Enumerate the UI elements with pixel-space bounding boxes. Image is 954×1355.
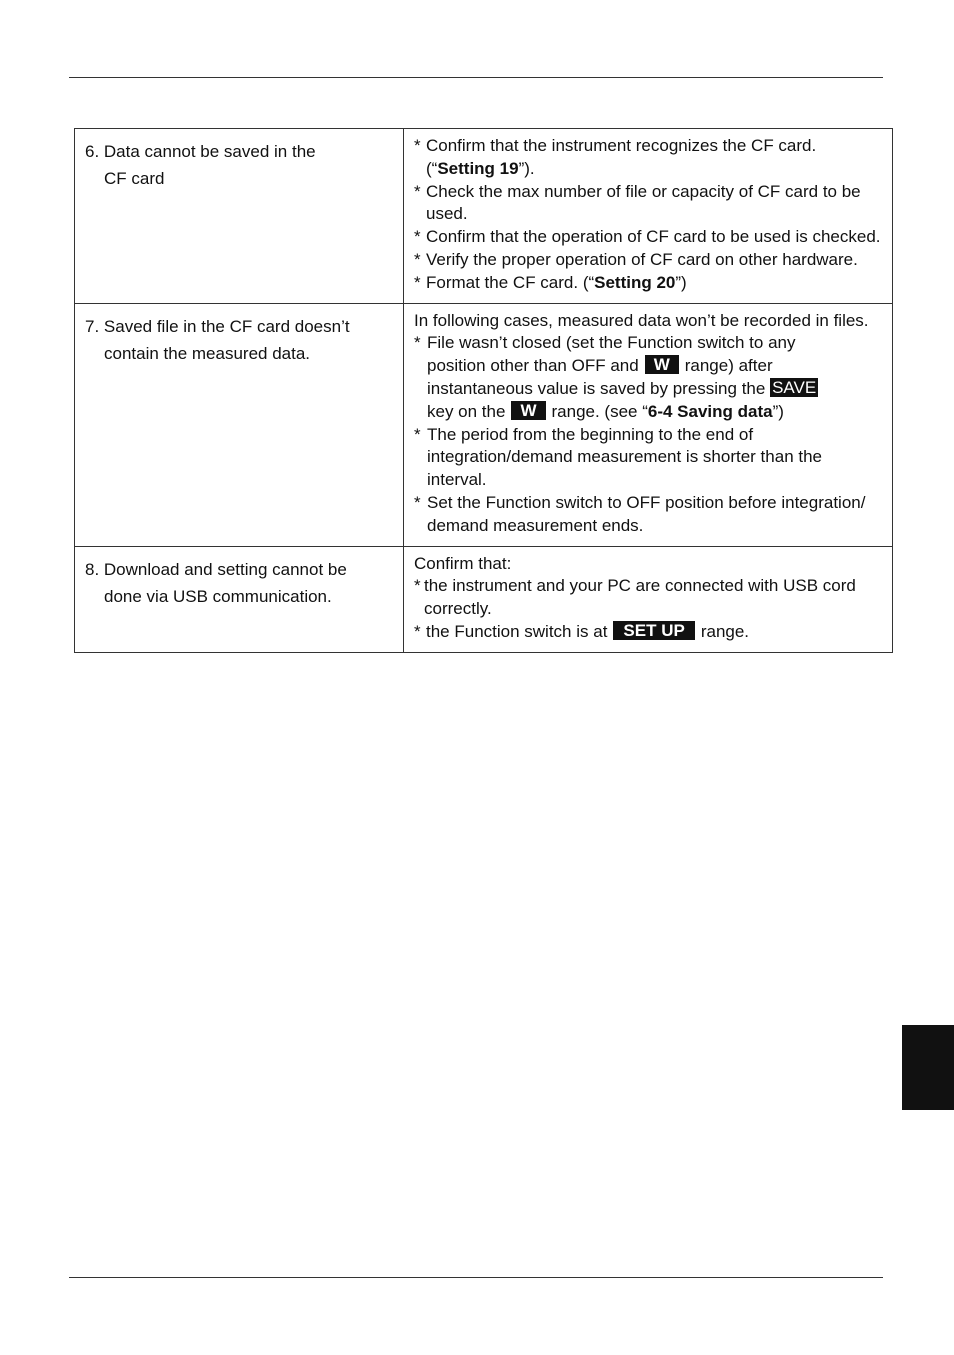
problem-text: 8. Download and setting cannot be (85, 559, 347, 579)
bullet: * (414, 272, 421, 292)
solution-intro: Confirm that: (414, 553, 512, 573)
troubleshooting-table (74, 128, 893, 653)
solution-item: * the Function switch is at SET UP range. (414, 621, 884, 644)
solution-item: * The period from the beginning to the end of integration/demand measurement is shorter than the interval. (414, 424, 823, 490)
problem-cell (75, 546, 404, 652)
bullet: * (414, 492, 421, 512)
problem-text-continued: done via USB communication. (104, 586, 332, 606)
table-row (75, 546, 893, 652)
solution-item: * Set the Function switch to OFF position before integration/ demand measurement ends. (414, 492, 866, 535)
section-reference: 6-4 Saving data (647, 401, 773, 421)
footer-rule (69, 1277, 883, 1278)
bullet: * (414, 227, 421, 247)
problem-text-continued: contain the measured data. (104, 343, 311, 363)
bullet: * (414, 249, 421, 269)
setting-reference: Setting 19 (437, 158, 519, 178)
solution-cell (404, 303, 893, 546)
problem-text: 6. Data cannot be saved in the (85, 142, 316, 161)
bullet: * (414, 136, 421, 155)
bullet: * (414, 576, 421, 596)
solution-item: * Check the max number of file or capacity of CF card to be used. (414, 181, 861, 224)
solution-cell (404, 546, 893, 652)
bullet: * (414, 424, 421, 444)
table-row (75, 129, 893, 304)
solution-cell (404, 129, 893, 304)
solution-item: * File wasn’t closed (set the Function switch to any position other than OFF and W range) after instantaneous value is saved by pressing the SAVE key on the W range. (see “6-4 Saving data”) (414, 333, 817, 421)
w-range-label: W (645, 355, 679, 374)
solution-item: * Format the CF card. (“Setting 20”) (414, 272, 884, 295)
solution-item: * Confirm that the operation of CF card to be used is checked. (414, 226, 884, 249)
solution-item: * Confirm that the instrument recognizes the CF card. (“Setting 19”). (414, 136, 817, 178)
chapter-tab-marker (902, 1025, 954, 1110)
problem-cell (75, 129, 404, 304)
solution-intro: In following cases, measured data won’t be recorded in files. (414, 310, 869, 330)
problem-text: 7. Saved file in the CF card doesn’t (85, 316, 350, 336)
bullet: * (414, 333, 421, 353)
setting-reference: Setting 20 (594, 272, 676, 292)
setup-range-label: SET UP (613, 621, 694, 640)
table-row (75, 303, 893, 546)
problem-text-continued: CF card (104, 169, 165, 188)
save-key-label: SAVE (772, 377, 817, 397)
w-range-label: W (511, 401, 545, 420)
bullet: * (414, 181, 421, 201)
solution-item: * Verify the proper operation of CF card on other hardware. (414, 249, 884, 272)
header-rule (69, 77, 883, 78)
bullet: * (414, 621, 421, 641)
problem-cell (75, 303, 404, 546)
solution-item: * the instrument and your PC are connected with USB cord correctly. (414, 576, 856, 619)
